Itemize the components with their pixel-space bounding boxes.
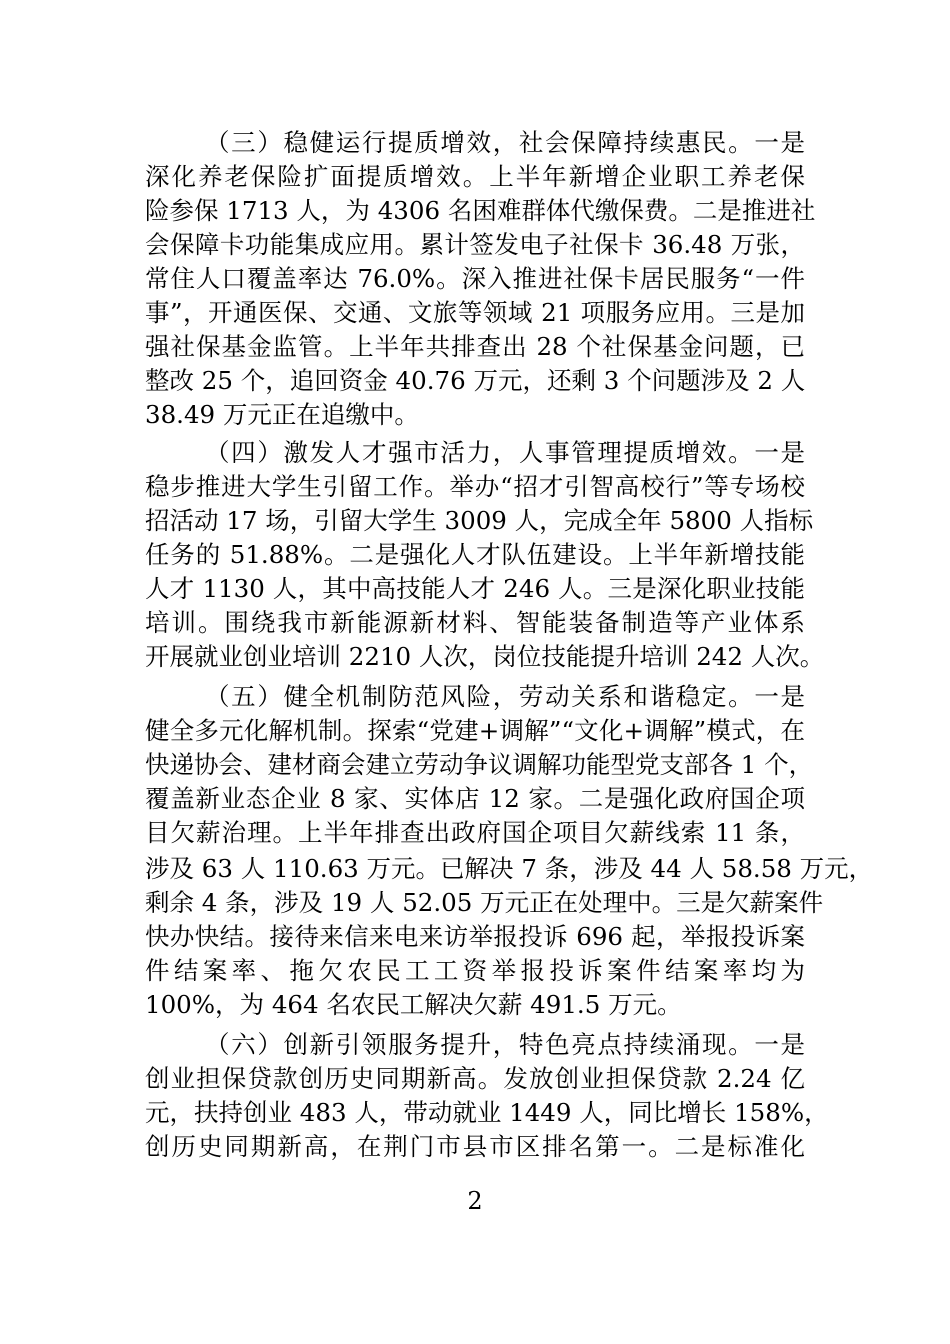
text-line: 100%，为 464 名农民工解决欠薪 491.5 万元。 bbox=[145, 990, 682, 1019]
text-line: 剩余 4 条，涉及 19 人 52.05 万元正在处理中。三是欠薪案件 bbox=[145, 888, 824, 917]
text-line: 涉及 63 人 110.63 万元。已解决 7 条，涉及 44 人 58.58 万元， bbox=[145, 854, 874, 883]
text-line: 会保障卡功能集成应用。累计签发电子社保卡 36.48 万张， bbox=[145, 230, 805, 259]
text-line: （三）稳健运行提质增效，社会保障持续惠民。一是 bbox=[205, 128, 805, 157]
text-line: 人才 1130 人，其中高技能人才 246 人。三是深化职业技能 bbox=[145, 574, 805, 603]
text-line: 元，扶持创业 483 人，带动就业 1449 人，同比增长 158%， bbox=[145, 1098, 829, 1127]
text-line: 常住人口覆盖率达 76.0%。深入推进社保卡居民服务“一件 bbox=[145, 264, 805, 293]
text-line: 覆盖新业态企业 8 家、实体店 12 家。二是强化政府国企项 bbox=[145, 784, 805, 813]
text-line: 创历史同期新高，在荆门市县市区排名第一。二是标准化 bbox=[145, 1132, 805, 1161]
text-line: 整改 25 个，追回资金 40.76 万元，还剩 3 个问题涉及 2 人 bbox=[145, 366, 806, 395]
text-line: 快办快结。接待来信来电来访举报投诉 696 起，举报投诉案 bbox=[145, 922, 805, 951]
text-line: 强社保基金监管。上半年共排查出 28 个社保基金问题，已 bbox=[145, 332, 805, 361]
text-line: （五）健全机制防范风险，劳动关系和谐稳定。一是 bbox=[205, 682, 805, 711]
text-line: 招活动 17 场，引留大学生 3009 人，完成全年 5800 人指标 bbox=[145, 506, 814, 535]
text-line: 健全多元化解机制。探索“党建+调解”“文化+调解”模式，在 bbox=[145, 716, 805, 745]
text-line: 目欠薪治理。上半年排查出政府国企项目欠薪线索 11 条， bbox=[145, 818, 805, 847]
text-line: 稳步推进大学生引留工作。举办“招才引智高校行”等专场校 bbox=[145, 472, 805, 501]
page-number: 2 bbox=[467, 1187, 483, 1215]
text-line: （六）创新引领服务提升，特色亮点持续涌现。一是 bbox=[205, 1030, 805, 1059]
text-line: 培训。围绕我市新能源新材料、智能装备制造等产业体系 bbox=[145, 608, 805, 637]
text-line: 任务的 51.88%。二是强化人才队伍建设。上半年新增技能 bbox=[145, 540, 805, 569]
text-line: 38.49 万元正在追缴中。 bbox=[145, 400, 419, 429]
text-line: 快递协会、建材商会建立劳动争议调解功能型党支部各 1 个， bbox=[145, 750, 814, 779]
text-line: 深化养老保险扩面提质增效。上半年新增企业职工养老保 bbox=[145, 162, 805, 191]
text-line: 件结案率、拖欠农民工工资举报投诉案件结案率均为 bbox=[145, 956, 805, 985]
text-line: （四）激发人才强市活力，人事管理提质增效。一是 bbox=[205, 438, 805, 467]
text-line: 险参保 1713 人，为 4306 名困难群体代缴保费。二是推进社 bbox=[145, 196, 816, 225]
text-line: 创业担保贷款创历史同期新高。发放创业担保贷款 2.24 亿 bbox=[145, 1064, 805, 1093]
text-line: 开展就业创业培训 2210 人次，岗位技能提升培训 242 人次。 bbox=[145, 642, 825, 671]
text-line: 事”，开通医保、交通、文旅等领域 21 项服务应用。三是加 bbox=[145, 298, 805, 327]
